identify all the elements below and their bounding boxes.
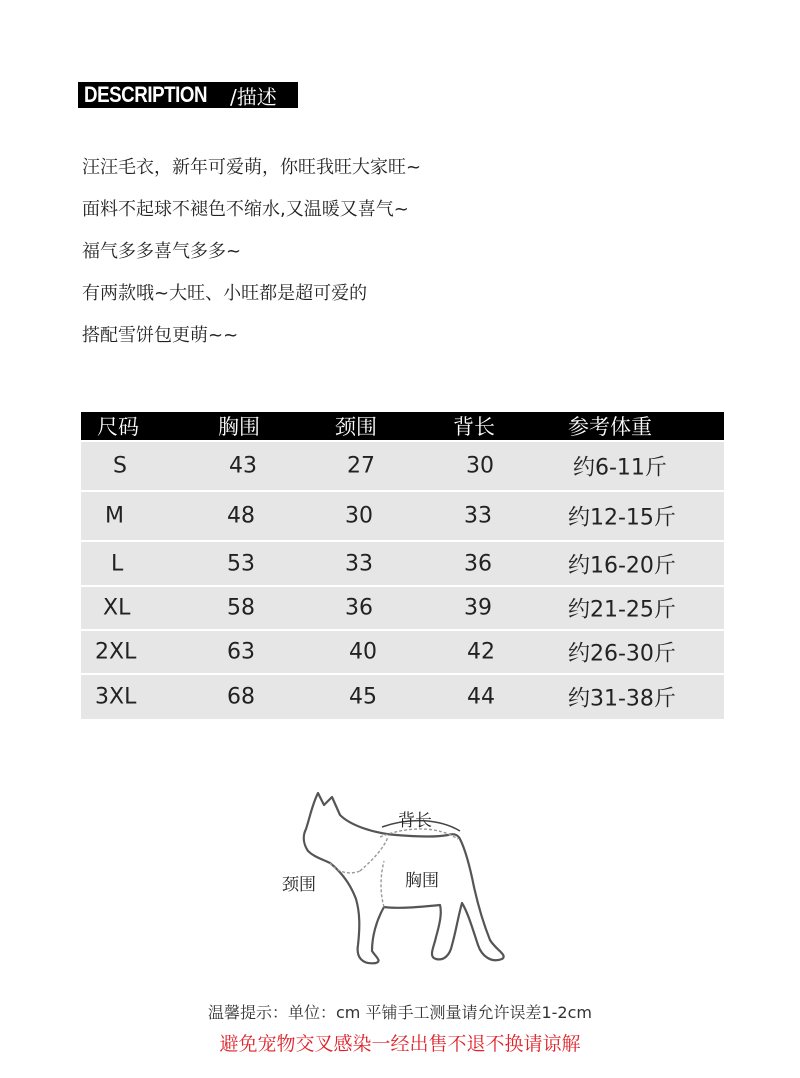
cell-chest: 53 [227,551,255,576]
cell-back: 39 [464,595,492,621]
header-size: 尺码 [97,415,139,439]
chest-label: 胸围 [405,871,439,891]
cell-size: M [105,503,124,529]
cell-size: XL [103,595,131,621]
cell-neck: 36 [345,595,373,621]
description-title-en: DESCRIPTION [84,82,208,107]
neck-label: 颈围 [282,875,316,895]
size-chart-table [81,412,724,719]
cell-back: 44 [467,684,495,710]
cell-weight: 约16-20斤 [568,553,676,578]
cell-weight: 约31-38斤 [568,686,676,712]
cell-size: 3XL [95,684,137,710]
description-line: 有两款哦~大旺、小旺都是超可爱的 [82,283,368,304]
size-chart-header [81,412,724,440]
cell-weight: 约21-25斤 [568,597,676,623]
description-title-cn: /描述 [230,84,277,109]
cell-chest: 48 [227,503,255,529]
cell-weight: 约6-11斤 [573,455,667,481]
table-row [81,587,724,629]
cell-weight: 约26-30斤 [568,641,676,667]
table-row [81,492,724,540]
cell-back: 36 [464,551,492,576]
description-line: 福气多多喜气多多~ [82,241,242,262]
cell-back: 30 [466,453,494,479]
cell-size: L [111,551,124,576]
description-line: 搭配雪饼包更萌~~ [82,325,239,346]
measurement-note: 温馨提示：单位：cm 平铺手工测量请允许误差1-2cm [208,1003,592,1022]
cell-neck: 45 [349,684,377,710]
cell-chest: 43 [229,453,257,479]
return-policy-warning: 避免宠物交叉感染一经出售不退不换请谅解 [219,1033,581,1055]
header-neck: 颈围 [335,415,377,439]
cell-neck: 33 [345,551,373,576]
description-text [82,152,421,362]
table-row [81,442,724,490]
description-header [78,82,298,108]
description-line: 面料不起球不褪色不缩水,又温暖又喜气~ [82,199,409,220]
cell-back: 42 [467,639,495,665]
cell-chest: 68 [227,684,255,710]
cell-weight: 约12-15斤 [568,505,676,531]
description-line: 汪汪毛衣，新年可爱萌，你旺我旺大家旺~ [82,157,422,178]
cell-chest: 63 [227,639,255,665]
table-row [81,542,724,585]
cell-chest: 58 [227,595,255,621]
table-row [81,675,724,719]
header-back: 背长 [453,415,495,439]
cell-neck: 27 [347,453,375,479]
cell-size: 2XL [95,639,137,665]
table-row [81,631,724,673]
header-weight: 参考体重 [568,415,652,439]
cell-back: 33 [464,503,492,529]
header-chest: 胸围 [218,415,260,439]
back-length-label: 背长 [398,811,432,831]
cell-neck: 30 [345,503,373,529]
cell-size: S [113,453,127,479]
cell-neck: 40 [349,639,377,665]
